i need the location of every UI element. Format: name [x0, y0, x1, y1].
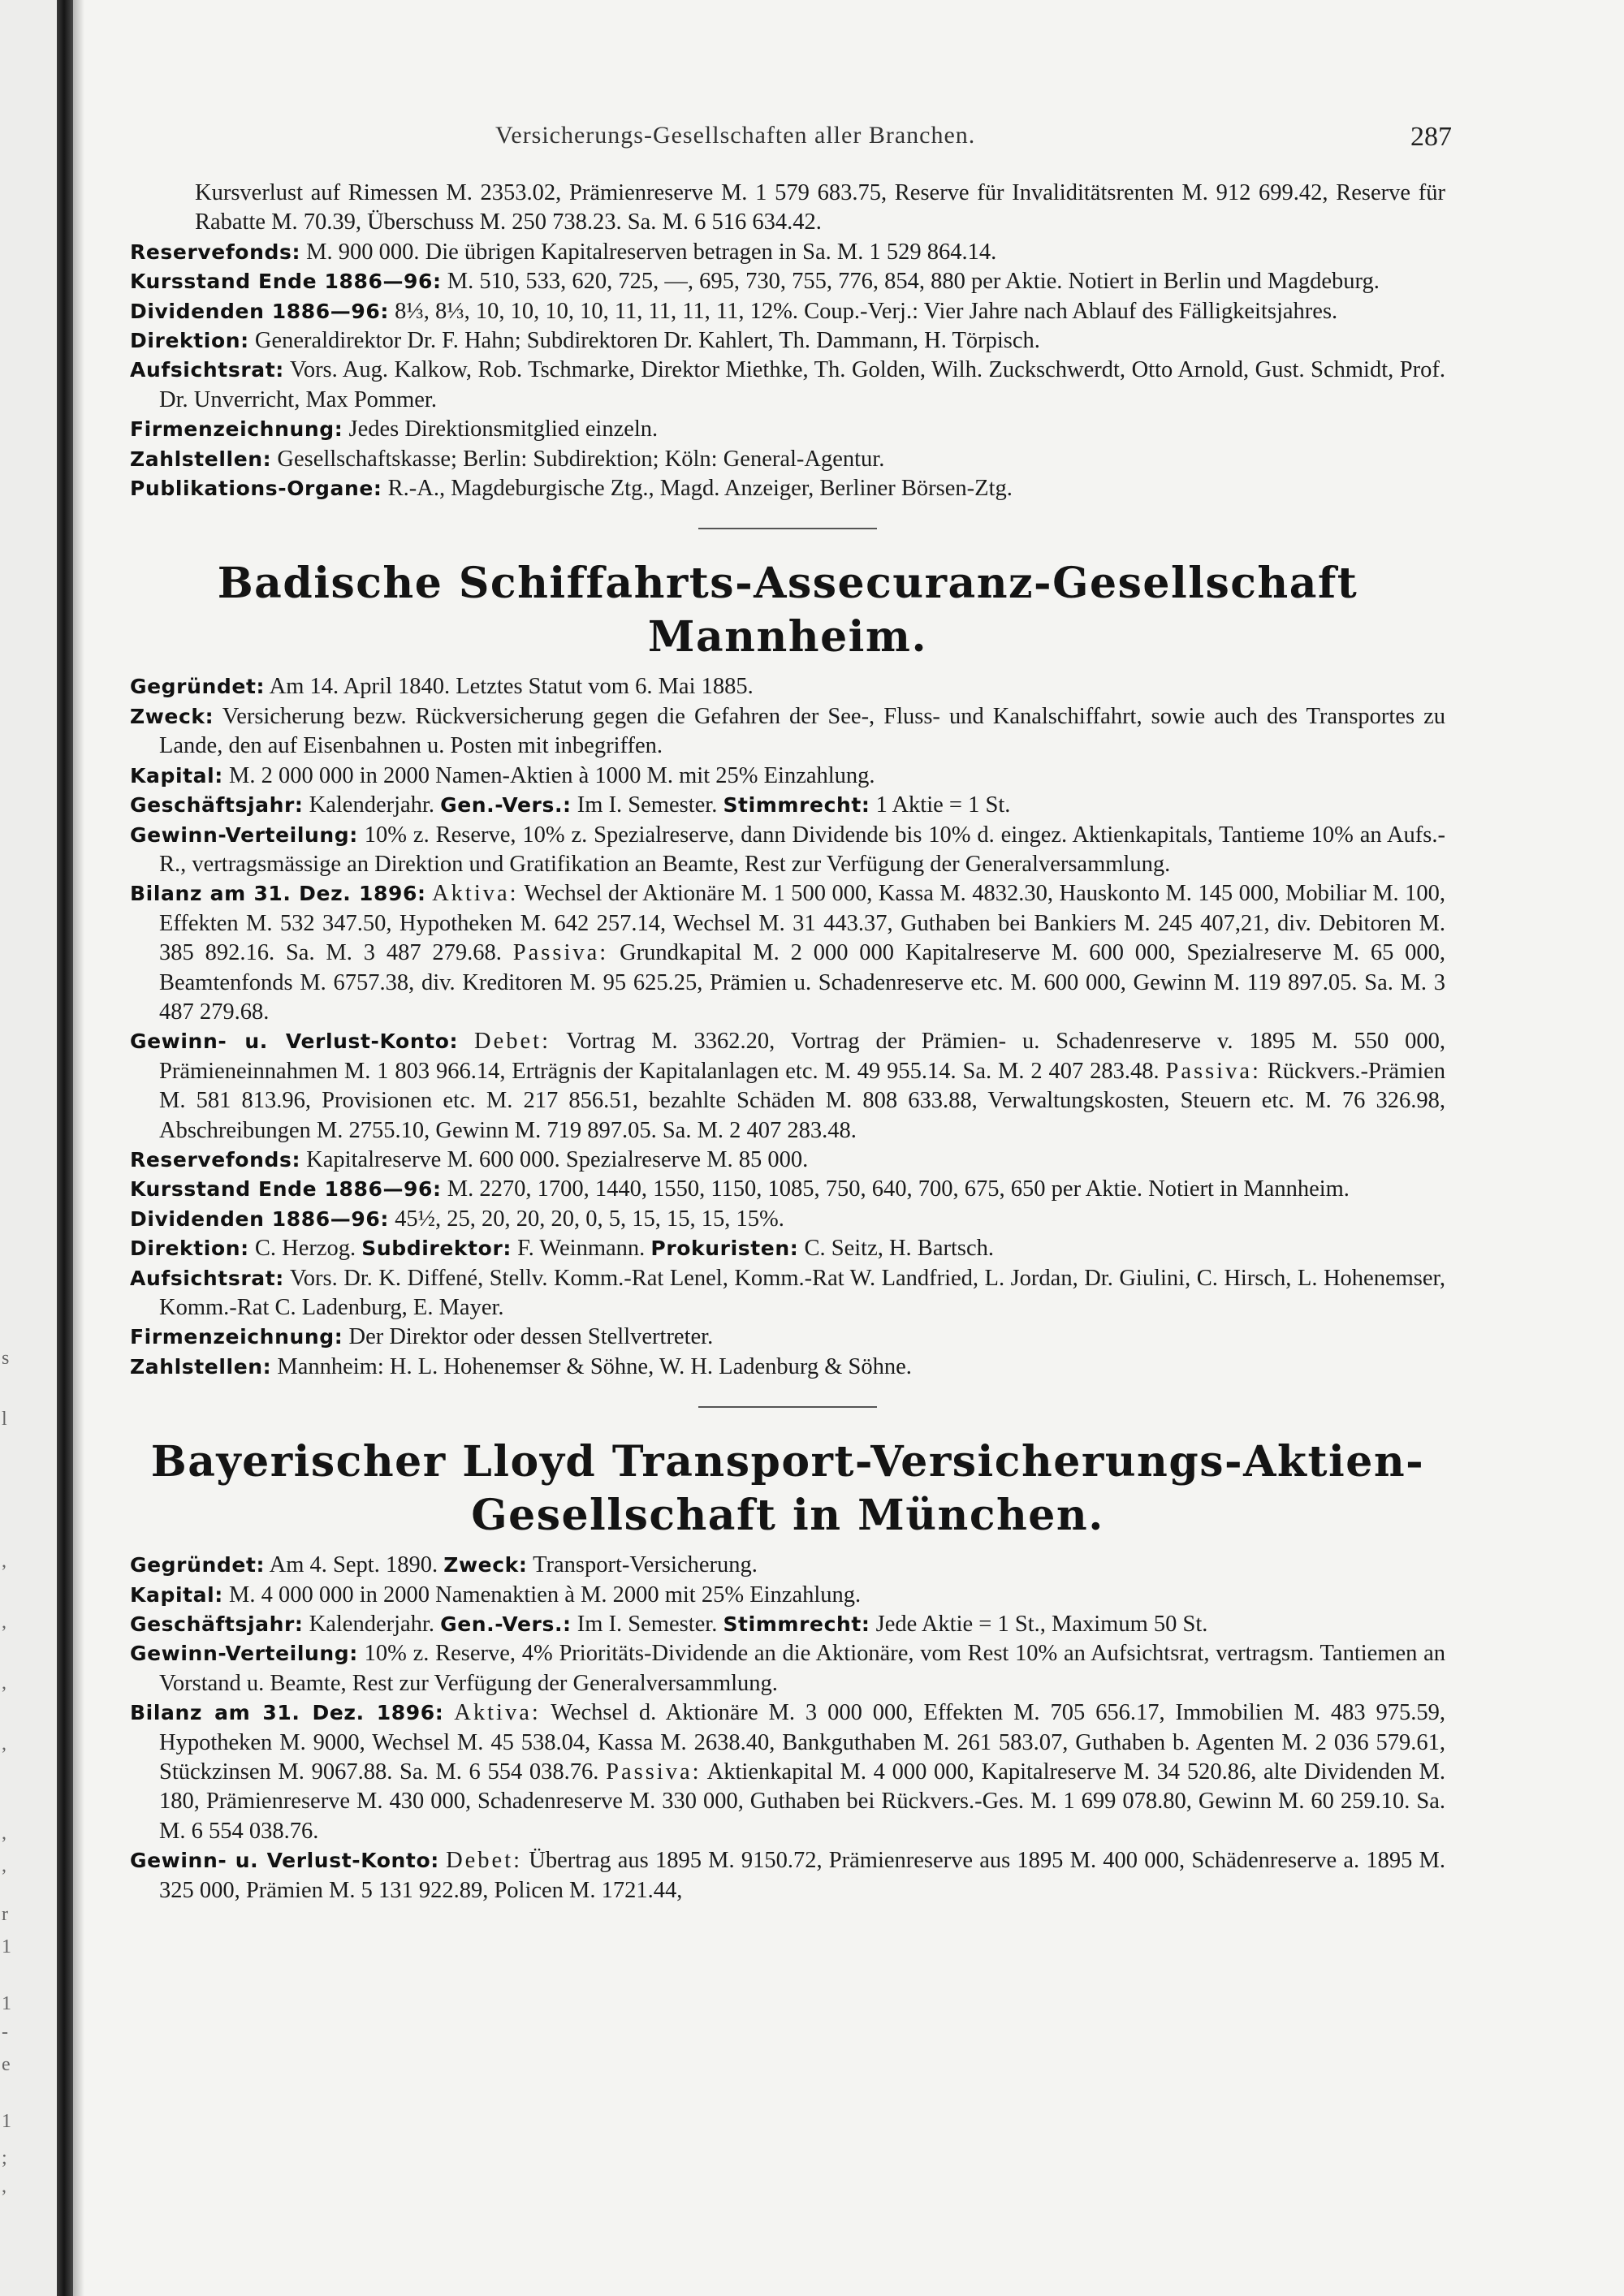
entry-zahlstellen — [130, 1353, 1445, 1382]
entry-text: Jede Aktie = 1 St., Maximum 50 St. — [875, 1612, 1208, 1638]
entry-gewinn-verteilung — [130, 821, 1445, 880]
entry-label: Direktion: — [130, 329, 249, 353]
continuation-text: Kursverlust auf Rimessen M. 2353.02, Prämienreserve M. 1 579 683.75, Reserve für Invaliditätsrenten M. 912 699.42, Reserve für Rabatte M. 70.39, Überschuss M. 250 738.23. Sa. M. 6 516 634.42. — [195, 180, 1445, 235]
entry-dividenden — [130, 1205, 1445, 1234]
entry-label: Gewinn- u. Verlust-Konto: — [130, 1849, 439, 1873]
entry-text: Im I. Semester. — [577, 792, 718, 818]
entry-text: F. Weinmann. — [517, 1236, 646, 1262]
margin-fragment: , — [2, 1733, 6, 1754]
entry-label: Gewinn- u. Verlust-Konto: — [130, 1029, 459, 1054]
entry-label: Subdirektor: — [361, 1236, 512, 1261]
entry-label: Dividenden 1886—96: — [130, 299, 389, 323]
margin-fragment: 1 — [2, 1993, 11, 2014]
entry-firmenzeichnung — [130, 415, 1445, 444]
aktiva-label: Aktiva: — [432, 881, 519, 907]
entry-text: 45½, 25, 20, 20, 20, 0, 5, 15, 15, 15, 15%. — [395, 1206, 784, 1232]
entry-label: Direktion: — [130, 1236, 249, 1261]
previous-company-section — [130, 179, 1445, 503]
entry-kapital — [130, 1581, 1445, 1610]
aktiva-text: Wechsel d. Aktionäre M. 3 000 000, Effekten M. 705 656.17, Immobilien M. 483 975.59, Hypotheken M. 9000, Wechsel M. 45 538.04, Kassa M. 2638.40, Bankguthaben M. 261 583.07, Guthaben b. Agenten M. 2 036 579.61, Stückzinsen M. 9067.88. Sa. M. 6 554 038.76. — [159, 1700, 1445, 1785]
entry-label: Geschäftsjahr: — [130, 793, 304, 818]
entry-label: Zahlstellen: — [130, 447, 272, 471]
entry-text: 1 Aktie = 1 St. — [875, 792, 1011, 818]
entry-aufsichtsrat — [130, 356, 1445, 415]
entry-kapital — [130, 762, 1445, 791]
entry-label: Gewinn-Verteilung: — [130, 1642, 358, 1666]
entry-text: Kapitalreserve M. 600 000. Spezialreserve M. 85 000. — [306, 1146, 809, 1172]
entry-zweck — [130, 702, 1445, 762]
passiva-text: Grundkapital M. 2 000 000 Kapitalreserve M. 600 000, Spezialreserve M. 65 000, Beamtenfonds M. 6757.38, div. Kreditoren M. 95 625.25, Prämien u. Schadenreserve etc. M. 600 000, Gewinn M. 119 897.05. Sa. M. 3 487 279.68. — [159, 940, 1446, 1025]
gutter-shadow — [73, 0, 84, 2296]
entry-label: Zweck: — [443, 1553, 528, 1577]
entry-reservefonds — [130, 1146, 1445, 1175]
margin-fragment: e — [2, 2054, 11, 2075]
entry-dividenden — [130, 297, 1445, 326]
passiva-label: Passiva: — [606, 1759, 702, 1785]
entry-label: Aufsichtsrat: — [130, 358, 284, 382]
entry-text: M. 510, 533, 620, 725, —, 695, 730, 755, 776, 854, 880 per Aktie. Notiert in Berlin und Magdeburg. — [447, 269, 1380, 295]
entry-text: R.-A., Magdeburgische Ztg., Magd. Anzeiger, Berliner Börsen-Ztg. — [387, 476, 1013, 502]
debet-text: Vortrag M. 3362.20, Vortrag der Prämien- u. Schadenreserve v. 1895 M. 550 000, Prämieneinnahmen M. 1 803 966.14, Erträgnis der Kapitalanlagen etc. M. 49 955.14. Sa. M. 2 407 283.48. — [159, 1029, 1446, 1084]
entry-text: Generaldirektor Dr. F. Hahn; Subdirektoren Dr. Kahlert, Th. Dammann, H. Törpisch. — [254, 328, 1040, 354]
entry-text: Jedes Direktionsmitglied einzeln. — [348, 416, 659, 442]
entry-publikations-organe — [130, 474, 1445, 503]
entry-label: Bilanz am 31. Dez. 1896: — [130, 882, 426, 906]
entry-label: Gegründet: — [130, 1553, 266, 1577]
entry-text: M. 2 000 000 in 2000 Namen-Aktien à 1000 M. mit 25% Einzahlung. — [229, 762, 875, 788]
margin-fragment: s — [2, 1348, 10, 1369]
entry-text: M. 2270, 1700, 1440, 1550, 1150, 1085, 750, 640, 700, 675, 650 per Aktie. Notiert in Mannheim. — [447, 1176, 1350, 1202]
entry-label: Kursstand Ende 1886—96: — [130, 270, 442, 294]
entry-firmenzeichnung — [130, 1323, 1445, 1352]
page-number: 287 — [1410, 122, 1452, 152]
entry-label: Gegründet: — [130, 675, 266, 699]
entry-label: Gewinn-Verteilung: — [130, 822, 358, 847]
entry-label: Kapital: — [130, 1582, 223, 1607]
left-margin-strip — [0, 0, 57, 2296]
entry-label: Prokuristen: — [650, 1236, 799, 1261]
entry-label: Stimmrecht: — [723, 1612, 870, 1637]
entry-geschaeftsjahr — [130, 1610, 1445, 1639]
entry-gewinn-verteilung — [130, 1639, 1445, 1698]
section-divider — [698, 528, 877, 529]
entry-label: Gen.-Vers.: — [440, 1612, 572, 1637]
entry-label: Bilanz am 31. Dez. 1896: — [130, 1701, 444, 1725]
entry-text: Kalenderjahr. — [309, 792, 434, 818]
entry-label: Zweck: — [130, 704, 214, 728]
entry-bilanz — [130, 879, 1445, 1027]
margin-fragment: , — [2, 1551, 6, 1572]
entry-text: Der Direktor oder dessen Stellvertreter. — [348, 1324, 714, 1350]
entry-label: Firmenzeichnung: — [130, 1325, 343, 1349]
aktiva-label: Aktiva: — [454, 1700, 541, 1726]
entry-label: Reservefonds: — [130, 240, 301, 264]
entry-gewinn-verlust — [130, 1846, 1445, 1905]
entry-gegruendet — [130, 1551, 1445, 1580]
margin-fragment: l — [2, 1409, 7, 1430]
entry-text: Am 14. April 1840. Letztes Statut vom 6. Mai 1885. — [269, 674, 754, 700]
entry-text: Vors. Dr. K. Diffené, Stellv. Komm.-Rat Lenel, Komm.-Rat W. Landfried, L. Jordan, Dr. Giulini, C. Hirsch, L. Hohenemser, Komm.-Rat C. Ladenburg, E. Mayer. — [159, 1265, 1445, 1320]
entry-text: Gesellschaftskasse; Berlin: Subdirektion; Köln: General-Agentur. — [277, 446, 885, 472]
entry-text: Transport-Versicherung. — [533, 1552, 758, 1578]
debet-label: Debet: — [446, 1848, 523, 1874]
passiva-label: Passiva: — [1165, 1058, 1261, 1084]
entry-kursstand — [130, 267, 1445, 296]
entry-text: M. 4 000 000 in 2000 Namenaktien à M. 2000 mit 25% Einzahlung. — [229, 1582, 862, 1608]
entry-label: Stimmrecht: — [723, 793, 870, 818]
passiva-text: Rückvers.-Prämien M. 581 813.96, Provisionen etc. M. 217 856.51, bezahlte Schäden M. 808 633.88, Verwaltungskosten, Steuern etc. M. 76 326.98, Abschreibungen M. 2755.10, Gewinn M. 719 897.05. Sa. M. 2 407 283.48. — [159, 1058, 1446, 1143]
debet-text: Übertrag aus 1895 M. 9150.72, Prämienreserve aus 1895 M. 400 000, Schädenreserve a. 1895 M. 325 000, Prämien M. 5 131 922.89, Policen M. 1721.44, — [159, 1848, 1446, 1903]
entry-direktion — [130, 326, 1445, 356]
entry-bilanz — [130, 1698, 1445, 1846]
page-content — [130, 122, 1452, 1905]
company-title-line-2: Gesellschaft in München. — [471, 1491, 1104, 1541]
entry-aufsichtsrat — [130, 1264, 1445, 1323]
margin-fragment: 1 — [2, 1936, 11, 1957]
entry-label: Reservefonds: — [130, 1147, 301, 1172]
entry-text: Kalenderjahr. — [309, 1612, 434, 1638]
entry-label: Firmenzeichnung: — [130, 417, 343, 442]
running-header — [130, 122, 1452, 159]
passiva-text: Aktienkapital M. 4 000 000, Kapitalreserve M. 34 520.86, alte Dividenden M. 180, Prämienreserve M. 430 000, Schadenreserve M. 330 000, Guthaben bei Rückvers.-Ges. M. 1 699 078.80, Gewinn M. 60 259.10. Sa. M. 6 554 038.76. — [159, 1759, 1445, 1844]
debet-label: Debet: — [474, 1029, 551, 1055]
entry-zahlstellen — [130, 445, 1445, 474]
entry-label: Dividenden 1886—96: — [130, 1206, 389, 1231]
margin-fragment: ; — [2, 2147, 7, 2169]
entry-label: Publikations-Organe: — [130, 477, 382, 501]
entry-text: Vors. Aug. Kalkow, Rob. Tschmarke, Direktor Miethke, Th. Golden, Wilh. Zuckschwerdt, Otto Arnold, Gust. Schmidt, Prof. Dr. Unverricht, Max Pommer. — [159, 357, 1445, 412]
entry-label: Kursstand Ende 1886—96: — [130, 1177, 442, 1202]
entry-geschaeftsjahr — [130, 791, 1445, 820]
entry-gewinn-verlust — [130, 1027, 1445, 1146]
margin-fragment: - — [2, 2022, 8, 2043]
margin-fragment: , — [2, 1823, 6, 1844]
entry-label: Gen.-Vers.: — [440, 793, 572, 818]
book-spine-shadow — [57, 0, 73, 2296]
entry-text: Mannheim: H. L. Hohenemser & Söhne, W. H. Ladenburg & Söhne. — [277, 1353, 912, 1379]
company-title: Badische Schiffahrts-Assecuranz-Gesellschaft Mannheim. — [217, 559, 1358, 662]
company-title — [130, 1435, 1445, 1543]
entry-text: 8⅓, 8⅓, 10, 10, 10, 10, 11, 11, 11, 11, 12%. Coup.-Verj.: Vier Jahre nach Ablauf des Fälligkeitsjahres. — [395, 298, 1338, 324]
entry-reservefonds — [130, 238, 1445, 267]
company-title-line-1: Bayerischer Lloyd Transport-Versicherungs-Aktien- — [150, 1437, 1425, 1487]
margin-fragment: 1 — [2, 2111, 11, 2132]
entry-text: 10% z. Reserve, 4% Prioritäts-Dividende an die Aktionäre, vom Rest 10% an Aufsichtsrat, vertragsm. Tantiemen an Vorstand u. Beamte, Rest zur Verfügung der Generalversammlung. — [159, 1641, 1446, 1696]
margin-fragment: r — [2, 1904, 8, 1925]
entry-text: 10% z. Reserve, 10% z. Spezialreserve, dann Dividende bis 10% d. eingez. Aktienkapitals, Tantieme 10% an Aufs.-R., vertragsmässige an Direktion und Gratifikation an Beamte, Rest zur Verfügung der Generalversammlung. — [159, 822, 1446, 877]
entry-label: Geschäftsjahr: — [130, 1612, 304, 1637]
margin-fragment: , — [2, 1672, 6, 1694]
entry-label: Kapital: — [130, 763, 223, 788]
margin-fragment: , — [2, 1612, 6, 1633]
margin-fragment: , — [2, 1855, 6, 1876]
entry-label: Aufsichtsrat: — [130, 1266, 284, 1290]
passiva-label: Passiva: — [512, 940, 609, 966]
badische-company-section — [130, 557, 1445, 1382]
entry-text: C. Herzog. — [254, 1236, 356, 1262]
entry-label: Zahlstellen: — [130, 1354, 272, 1379]
entry-gegruendet — [130, 672, 1445, 701]
running-title: Versicherungs-Gesellschaften aller Branchen. — [495, 122, 976, 149]
aktiva-text: Wechsel der Aktionäre M. 1 500 000, Kassa M. 4832.30, Hauskonto M. 145 000, Mobiliar M. 100, Effekten M. 532 347.50, Hypotheken M. 642 257.14, Wechsel M. 31 443.37, Guthaben bei Bankiers M. 245 407,21, div. Debitoren M. 385 892.16. Sa. M. 3 487 279.68. — [159, 881, 1446, 966]
entry-text: M. 900 000. Die übrigen Kapitalreserven betragen in Sa. M. 1 529 864.14. — [306, 239, 997, 265]
entry-text: Versicherung bezw. Rückversicherung gegen die Gefahren der See-, Fluss- und Kanalschiffahrt, sowie auch des Transportes zu Lande, den auf Eisenbahnen u. Posten mit inbegriffen. — [159, 703, 1445, 759]
entry-text: Im I. Semester. — [577, 1612, 718, 1638]
margin-fragment: , — [2, 2176, 6, 2197]
entry-text: Am 4. Sept. 1890. — [269, 1552, 438, 1578]
entry-text: C. Seitz, H. Bartsch. — [804, 1236, 994, 1262]
entry-kursstand — [130, 1175, 1445, 1204]
section-divider — [698, 1406, 877, 1408]
entry-direktion — [130, 1234, 1445, 1263]
bayerischer-lloyd-section — [130, 1435, 1445, 1905]
